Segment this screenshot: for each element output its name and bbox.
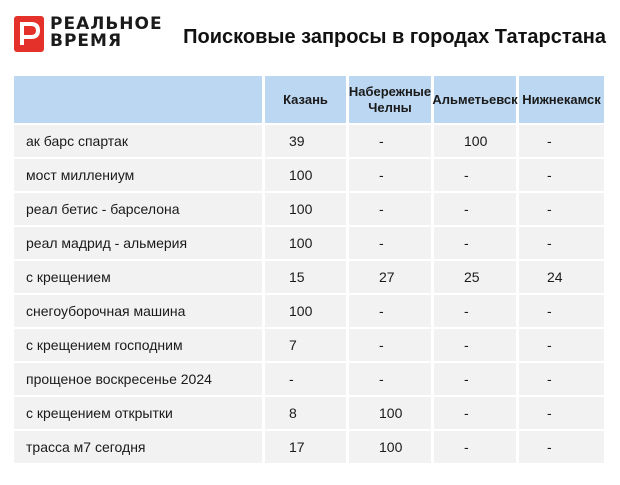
value-cell-naberezhnye-chelny: 100 (349, 431, 431, 463)
value-cell-kazan: 100 (265, 227, 346, 259)
value-cell-almetyevsk: 100 (434, 125, 516, 157)
value-cell-nizhnekamsk: - (519, 193, 604, 225)
logo-mark-icon (14, 16, 44, 52)
value-cell-naberezhnye-chelny: - (349, 329, 431, 361)
value-cell-nizhnekamsk: - (519, 397, 604, 429)
value-cell-naberezhnye-chelny: - (349, 363, 431, 395)
header-cell-nizhnekamsk: Нижнекамск (519, 76, 604, 123)
query-cell: с крещением открытки (14, 397, 262, 429)
query-cell: трасса м7 сегодня (14, 431, 262, 463)
table-row (14, 363, 604, 395)
value-cell-kazan: 15 (265, 261, 346, 293)
value-cell-almetyevsk: - (434, 397, 516, 429)
value-cell-almetyevsk: - (434, 363, 516, 395)
value-cell-nizhnekamsk: - (519, 227, 604, 259)
value-cell-almetyevsk: - (434, 227, 516, 259)
value-cell-nizhnekamsk: - (519, 125, 604, 157)
value-cell-kazan: 7 (265, 329, 346, 361)
table-row (14, 159, 604, 191)
value-cell-nizhnekamsk: - (519, 363, 604, 395)
value-cell-naberezhnye-chelny: - (349, 125, 431, 157)
value-cell-naberezhnye-chelny: - (349, 295, 431, 327)
value-cell-naberezhnye-chelny: - (349, 159, 431, 191)
table-row (14, 431, 604, 463)
value-cell-almetyevsk: - (434, 193, 516, 225)
query-cell: мост миллениум (14, 159, 262, 191)
value-cell-nizhnekamsk: - (519, 159, 604, 191)
table-row (14, 227, 604, 259)
value-cell-naberezhnye-chelny: 27 (349, 261, 431, 293)
table-row (14, 125, 604, 157)
page-title: Поисковые запросы в городах Татарстана (183, 26, 606, 48)
value-cell-kazan: 100 (265, 159, 346, 191)
value-cell-almetyevsk: - (434, 329, 516, 361)
query-cell: снегоуборочная машина (14, 295, 262, 327)
table-row (14, 261, 604, 293)
table-row (14, 295, 604, 327)
value-cell-naberezhnye-chelny: 100 (349, 397, 431, 429)
table-header-row (14, 76, 604, 123)
value-cell-nizhnekamsk: - (519, 295, 604, 327)
query-cell: с крещением господним (14, 329, 262, 361)
query-cell: с крещением (14, 261, 262, 293)
table-row (14, 193, 604, 225)
query-cell: ак барс спартак (14, 125, 262, 157)
query-cell: реал бетис - барселона (14, 193, 262, 225)
value-cell-kazan: - (265, 363, 346, 395)
value-cell-kazan: 8 (265, 397, 346, 429)
value-cell-kazan: 39 (265, 125, 346, 157)
value-cell-kazan: 100 (265, 295, 346, 327)
header-cell-naberezhnye-chelny: Набережные Челны (349, 76, 431, 123)
value-cell-nizhnekamsk: 24 (519, 261, 604, 293)
logo-line1: РЕАЛЬНОЕ (50, 14, 163, 34)
header-cell-kazan: Казань (265, 76, 346, 123)
value-cell-nizhnekamsk: - (519, 431, 604, 463)
value-cell-kazan: 100 (265, 193, 346, 225)
logo-line2: ВРЕМЯ (50, 31, 123, 51)
header-cell-query (14, 76, 262, 123)
logo-text (50, 16, 163, 50)
table-row (14, 329, 604, 361)
value-cell-kazan: 17 (265, 431, 346, 463)
value-cell-naberezhnye-chelny: - (349, 227, 431, 259)
search-queries-table (14, 76, 604, 465)
value-cell-naberezhnye-chelny: - (349, 193, 431, 225)
value-cell-almetyevsk: - (434, 431, 516, 463)
header-cell-almetyevsk: Альметьевск (434, 76, 516, 123)
query-cell: реал мадрид - альмерия (14, 227, 262, 259)
value-cell-almetyevsk: - (434, 159, 516, 191)
logo (14, 14, 164, 54)
value-cell-nizhnekamsk: - (519, 329, 604, 361)
value-cell-almetyevsk: - (434, 295, 516, 327)
value-cell-almetyevsk: 25 (434, 261, 516, 293)
table-row (14, 397, 604, 429)
query-cell: прощеное воскресенье 2024 (14, 363, 262, 395)
